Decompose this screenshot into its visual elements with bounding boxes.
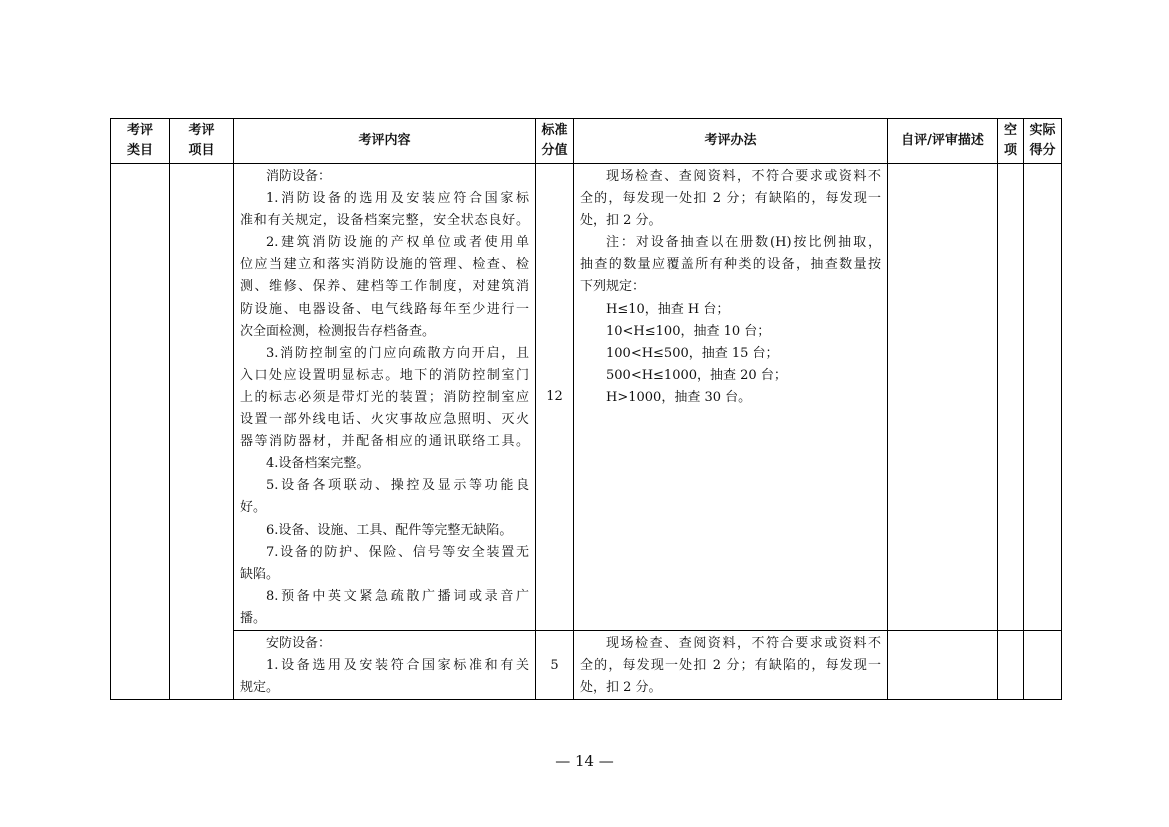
header-method: 考评办法: [574, 119, 888, 164]
content-line: 防设施、电器设备、电气线路每年至少进行一: [240, 301, 529, 317]
content-line: 缺陷。: [240, 566, 280, 582]
content-line: 上的标志必须是带灯光的装置；消防控制室应: [240, 389, 529, 405]
method-line: 500<H≤1000，抽查 20 台；: [606, 367, 787, 383]
item-cell: [170, 164, 234, 700]
method-line: 下列规定：: [580, 279, 646, 295]
empty-item-cell: [998, 630, 1024, 699]
method-line: 10<H≤100，抽查 10 台；: [606, 323, 771, 339]
method-line: H>1000，抽查 30 台。: [606, 389, 752, 405]
category-cell: [111, 164, 170, 700]
method-line: 抽查的数量应覆盖所有种类的设备，抽查数量按: [580, 257, 881, 273]
content-line: 7.设备的防护、保险、信号等安全装置无: [266, 544, 529, 560]
actual-score-cell: [1024, 164, 1062, 631]
content-line: 3.消防控制室的门应向疏散方向开启，且: [266, 345, 529, 361]
content-line: 安防设备：: [266, 635, 332, 651]
method-cell-fire: [574, 164, 888, 631]
table-row: [111, 164, 1062, 631]
method-line: 100<H≤500，抽查 15 台；: [606, 345, 779, 361]
method-line: 注：对设备抽查以在册数(H)按比例抽取，: [606, 235, 881, 251]
content-line: 1.消防设备的选用及安装应符合国家标: [266, 191, 529, 207]
method-line: 处，扣 2 分。: [580, 213, 662, 229]
content-line: 设置一部外线电话、火灾事故应急照明、灭火: [240, 412, 529, 428]
content-line: 准和有关规定，设备档案完整，安全状态良好。: [240, 213, 529, 229]
header-item: 考评 项目: [170, 119, 234, 164]
content-line: 位应当建立和落实消防设施的管理、检查、检: [240, 257, 529, 273]
content-cell-security: [234, 630, 536, 699]
table-row: [111, 630, 1062, 699]
method-line: 处，扣 2 分。: [580, 680, 662, 696]
content-line: 入口处应设置明显标志。地下的消防控制室门: [240, 367, 529, 383]
method-line: 现场检查、查阅资料，不符合要求或资料不: [606, 169, 881, 184]
actual-score-cell: [1024, 630, 1062, 699]
content-line: 器等消防器材，并配备相应的通讯联络工具。: [240, 434, 529, 450]
content-line: 6.设备、设施、工具、配件等完整无缺陷。: [266, 522, 513, 538]
content-line: 4.设备档案完整。: [266, 456, 370, 472]
evaluation-table: [110, 118, 1062, 700]
score-cell: 5: [536, 630, 574, 699]
self-eval-cell: [888, 630, 998, 699]
method-line: H≤10，抽查 H 台；: [606, 301, 730, 317]
page-number: — 14 —: [555, 752, 614, 770]
header-content: 考评内容: [234, 119, 536, 164]
method-line: 全的，每发现一处扣 2 分；有缺陷的，每发现一: [580, 191, 881, 207]
content-line: 8.预备中英文紧急疏散广播词或录音广: [266, 588, 529, 604]
content-cell-fire: [234, 164, 536, 631]
header-standard-score: 标准 分值: [536, 119, 574, 164]
content-line: 测、维修、保养、建档等工作制度，对建筑消: [240, 279, 529, 295]
empty-item-cell: [998, 164, 1024, 631]
content-line: 1.设备选用及安装符合国家标准和有关: [266, 658, 529, 674]
method-cell-security: [574, 630, 888, 699]
content-line: 好。: [240, 500, 267, 516]
header-empty-item: 空 项: [998, 119, 1024, 164]
method-line: 现场检查、查阅资料，不符合要求或资料不: [606, 635, 881, 651]
content-line: 次全面检测，检测报告存档备查。: [240, 323, 436, 339]
header-actual-score: 实际 得分: [1024, 119, 1062, 164]
content-line: 规定。: [240, 680, 280, 696]
content-line: 2.建筑消防设施的产权单位或者使用单: [266, 235, 529, 251]
self-eval-cell: [888, 164, 998, 631]
method-line: 全的，每发现一处扣 2 分；有缺陷的，每发现一: [580, 658, 881, 674]
content-line: 播。: [240, 610, 267, 626]
content-line: 5.设备各项联动、操控及显示等功能良: [266, 478, 529, 494]
header-category: 考评 类目: [111, 119, 170, 164]
score-cell: 12: [536, 164, 574, 631]
content-line: 消防设备：: [266, 169, 332, 184]
header-row: [111, 119, 1062, 164]
header-self-eval: 自评/评审描述: [888, 119, 998, 164]
